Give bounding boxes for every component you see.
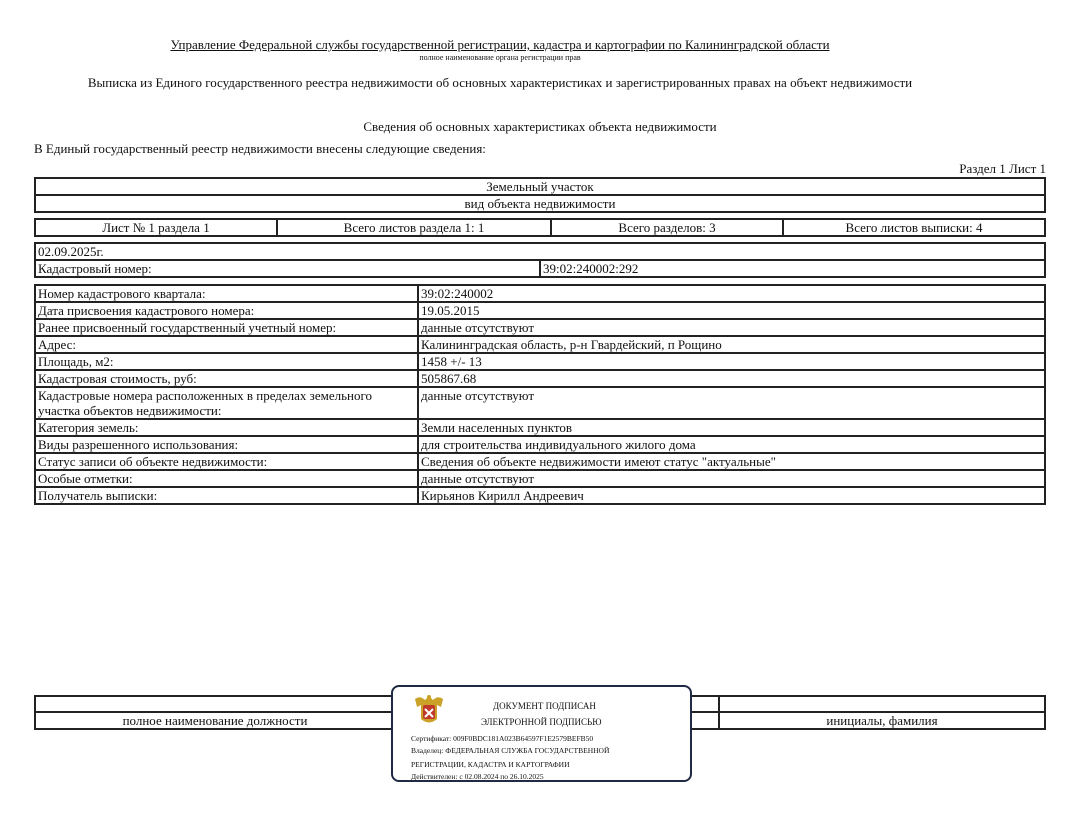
cadastral-number-value: 39:02:240002:292 — [540, 260, 1045, 277]
sheet-info-table — [34, 218, 1046, 237]
characteristic-row — [35, 370, 1045, 387]
characteristic-row — [35, 487, 1045, 504]
characteristic-value: данные отсутствуют — [418, 387, 1045, 419]
cadastral-number-label: Кадастровый номер: — [35, 260, 540, 277]
extract-title: Выписка из Единого государственного реестра недвижимости об основных характеристиках и зарегистрированных правах на объект недвижимости — [87, 75, 913, 90]
characteristic-row — [35, 302, 1045, 319]
characteristic-label: Площадь, м2: — [35, 353, 418, 370]
characteristic-row — [35, 336, 1045, 353]
intro-text: В Единый государственный реестр недвижимости внесены следующие сведения: — [34, 141, 486, 156]
characteristic-label: Ранее присвоенный государственный учетный номер: — [35, 319, 418, 336]
characteristic-row — [35, 285, 1045, 302]
page-reference: Раздел 1 Лист 1 — [959, 161, 1046, 176]
sections-total: Всего разделов: 3 — [551, 219, 783, 236]
position-caption: полное наименование должности — [35, 712, 395, 729]
sheets-total: Всего листов выписки: 4 — [783, 219, 1045, 236]
stamp-validity: Действителен: с 02.08.2024 по 26.10.2025 — [411, 772, 544, 781]
characteristic-value: 19.05.2015 — [418, 302, 1045, 319]
characteristic-value: Сведения об объекте недвижимости имеют статус "актуальные" — [418, 453, 1045, 470]
characteristics-table — [34, 284, 1046, 505]
characteristic-label: Получатель выписки: — [35, 487, 418, 504]
characteristic-value: Кирьянов Кирилл Андреевич — [418, 487, 1045, 504]
characteristic-label: Адрес: — [35, 336, 418, 353]
characteristic-value: данные отсутствуют — [418, 470, 1045, 487]
extract-date: 02.09.2025г. — [35, 243, 1045, 260]
characteristic-row — [35, 436, 1045, 453]
characteristic-value: данные отсутствуют — [418, 319, 1045, 336]
characteristic-row — [35, 319, 1045, 336]
position-cell — [35, 696, 395, 712]
characteristic-value: Земли населенных пунктов — [418, 419, 1045, 436]
stamp-owner-line2: РЕГИСТРАЦИИ, КАДАСТРА И КАРТОГРАФИИ — [411, 760, 570, 769]
stamp-owner-line1: Владелец: ФЕДЕРАЛЬНАЯ СЛУЖБА ГОСУДАРСТВЕННОЙ — [411, 746, 610, 755]
section-title: Сведения об основных характеристиках объекта недвижимости — [363, 119, 717, 134]
characteristic-value: для строительства индивидуального жилого дома — [418, 436, 1045, 453]
sheet-number: Лист № 1 раздела 1 — [35, 219, 277, 236]
object-type: Земельный участок — [35, 178, 1045, 195]
characteristic-label: Кадастровая стоимость, руб: — [35, 370, 418, 387]
characteristic-label: Категория земель: — [35, 419, 418, 436]
name-caption: инициалы, фамилия — [719, 712, 1045, 729]
stamp-line2: ЭЛЕКТРОННОЙ ПОДПИСЬЮ — [481, 717, 602, 727]
object-type-caption: вид объекта недвижимости — [35, 195, 1045, 212]
characteristic-value: 1458 +/- 13 — [418, 353, 1045, 370]
sheets-in-section: Всего листов раздела 1: 1 — [277, 219, 551, 236]
characteristic-value: 39:02:240002 — [418, 285, 1045, 302]
characteristic-row — [35, 470, 1045, 487]
characteristic-row — [35, 453, 1045, 470]
characteristic-label: Кадастровые номера расположенных в пределах земельного участка объектов недвижимости: — [35, 387, 418, 419]
characteristic-label: Номер кадастрового квартала: — [35, 285, 418, 302]
organization-name: Управление Федеральной службы государственной регистрации, кадастра и картографии по Калининградской области — [170, 37, 830, 52]
object-type-table — [34, 177, 1046, 213]
characteristic-value: 505867.68 — [418, 370, 1045, 387]
characteristic-row — [35, 419, 1045, 436]
coat-of-arms-icon — [411, 693, 447, 729]
organization-caption: полное наименование органа регистрации прав — [419, 53, 581, 62]
characteristic-row — [35, 353, 1045, 370]
characteristic-label: Статус записи об объекте недвижимости: — [35, 453, 418, 470]
characteristic-label: Особые отметки: — [35, 470, 418, 487]
characteristic-label: Дата присвоения кадастрового номера: — [35, 302, 418, 319]
name-cell — [719, 696, 1045, 712]
stamp-certificate: Сертификат: 009F0BDC181A023B64597F1E2579BEFB50 — [411, 734, 594, 743]
characteristic-row — [35, 387, 1045, 419]
stamp-line1: ДОКУМЕНТ ПОДПИСАН — [493, 701, 596, 711]
characteristic-label: Виды разрешенного использования: — [35, 436, 418, 453]
electronic-signature-stamp — [391, 685, 692, 782]
characteristic-value: Калининградская область, р-н Гвардейский, п Рощино — [418, 336, 1045, 353]
date-cadastral-table — [34, 242, 1046, 278]
